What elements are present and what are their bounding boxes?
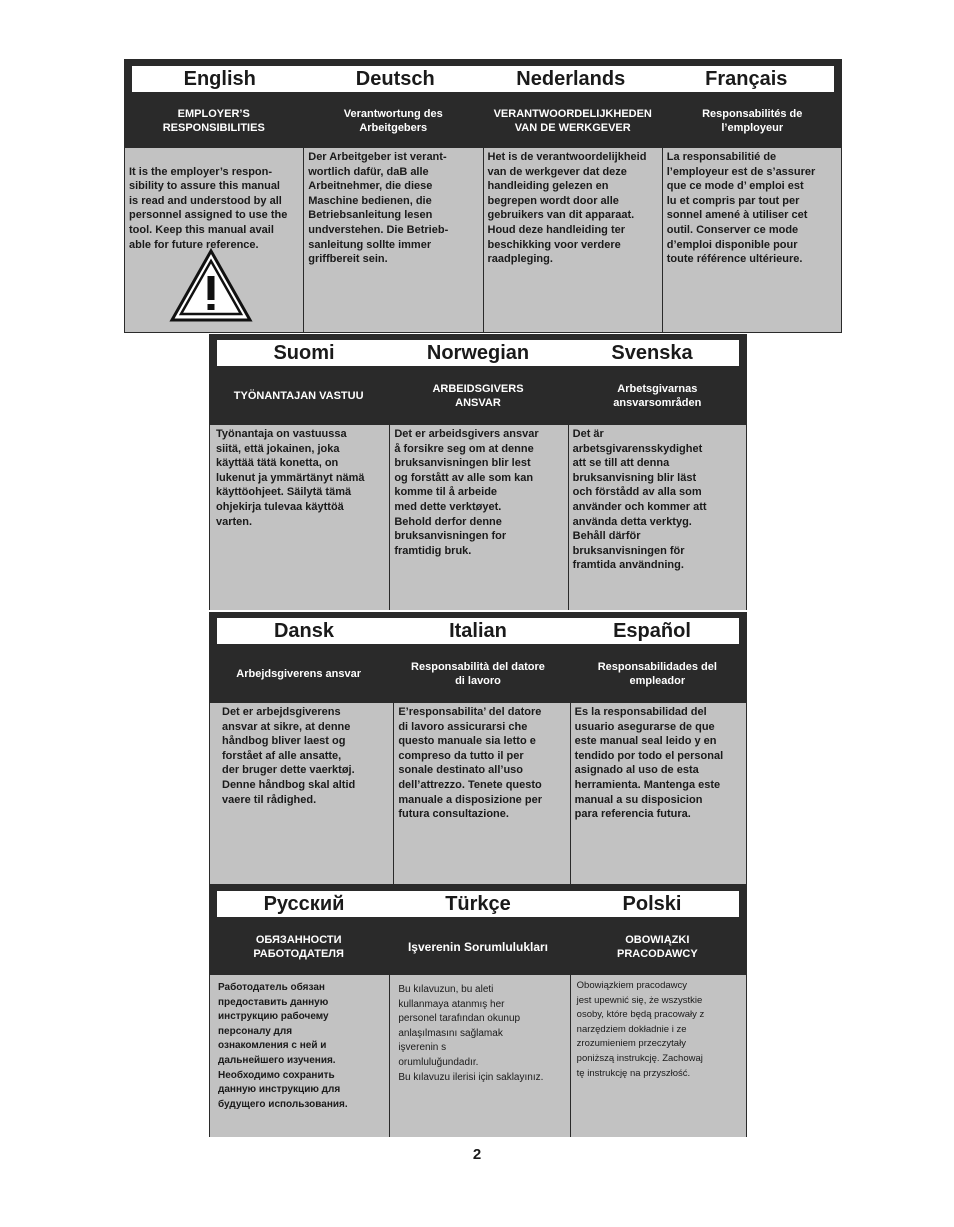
lang-italian: Italian <box>449 620 507 642</box>
section-1 <box>124 59 842 333</box>
text-svenska: Det är arbetsgivarensskydighet att se till att denna bruksanvisning blir läst och förstådd av alla som använder och kommer att använda detta verktyg. Behåll därför bruksanvisningen för framtida användning. <box>569 425 746 610</box>
text-english-cell <box>125 148 304 332</box>
subtitle-dansk: Arbejdsgiverens ansvar <box>236 668 362 680</box>
lang-nederlands: Nederlands <box>516 68 626 90</box>
lang-polish: Polski <box>622 893 682 915</box>
subtitle-russian: ОБЯЗАННОСТИ РАБОТОДАТЕЛЯ <box>253 934 344 960</box>
text-suomi: Työnantaja on vastuussa siitä, että jokainen, joka käyttää tätä konetta, on lukenut ja ymmärtänyt nämä käyttöohjeet. Säilytä tämä ohjekirja tulevaa käyttöä varten. <box>210 425 390 610</box>
lang-norwegian: Norwegian <box>426 342 530 364</box>
lang-dansk: Dansk <box>273 620 335 642</box>
subtitle-polish: OBOWIĄZKI PRACODAWCY <box>616 934 698 960</box>
subtitle-svenska: Arbetsgivarnas ansvarsområden <box>613 383 702 409</box>
text-dansk: Det er arbejdsgiverens ansvar at sikre, at denne håndbog bliver laest og forstået af alle ansatte, der bruger dette vaerktøj. Denne håndbog skal altid vaere til rådighed. <box>210 703 394 884</box>
subtitle-norwegian: ARBEIDSGIVERS ANSVAR <box>432 383 524 409</box>
subtitle-francais: Responsabilités de l’employeur <box>702 108 803 134</box>
lang-svenska: Svenska <box>611 342 693 364</box>
subtitle-italian: Responsabilità del datore di lavoro <box>411 661 545 687</box>
subtitle-row-1 <box>124 95 842 147</box>
text-row-3 <box>210 703 746 884</box>
text-row-4 <box>210 975 746 1137</box>
lang-espanol: Español <box>613 620 691 642</box>
text-espanol: Es la responsabilidad del usuario asegurarse de que este manual seal leido y en tendido por todo el personal asignado al uso de esta herramienta. Mantenga este manual a su disposicion para referencia futura. <box>571 703 746 884</box>
language-header-row-3 <box>217 618 739 644</box>
text-row-1 <box>125 148 841 332</box>
subtitle-turkish: Işverenin Sorumlulukları <box>407 940 549 954</box>
page-number: 2 <box>472 1146 482 1163</box>
text-turkish: Bu kılavuzun, bu aleti kullanmaya atanmış her personel tarafından okunup anlaşılmasını sağlamak işverenin s orumluluğundadır. Bu kılavuzu ilerisi için saklayınız. <box>390 975 570 1137</box>
subtitle-nederlands: VERANTWOORDELIJKHEDEN VAN DE WERKGEVER <box>493 108 652 134</box>
section-4 <box>209 884 747 1137</box>
lang-francais: Français <box>705 68 788 90</box>
lang-english: English <box>183 68 256 90</box>
warning-triangle-icon <box>169 248 253 324</box>
language-header-row-4 <box>217 891 739 917</box>
subtitle-row-3 <box>209 646 747 702</box>
text-francais: La responsabilitié de l’employeur est de s’assurer que ce mode d’ emploi est lu et compris par tout per sonnel amené à utiliser cet outil. Conserver ce mode d’emploi disponible pour toute référence ultérieure. <box>663 148 841 332</box>
text-norwegian: Det er arbeidsgivers ansvar å forsikre seg om at denne bruksanvisningen blir lest og forstått av alle som kan komme til å arbeide med dette verktøyet. Behold derfor denne bruksanvisningen for framtidig bruk. <box>390 425 568 610</box>
language-header-row-1 <box>132 66 834 92</box>
section-2 <box>209 334 747 610</box>
subtitle-espanol: Responsabilidades del empleador <box>597 661 717 687</box>
subtitle-suomi: TYÖNANTAJAN VASTUU <box>233 390 364 402</box>
text-row-2 <box>210 425 746 610</box>
lang-russian: Русский <box>263 893 345 915</box>
language-header-row-2 <box>217 340 739 366</box>
text-polish: Obowiązkiem pracodawcy jest upewnić się, że wszystkie osoby, które będą pracowały z narzędziem dokładnie i ze zrozumieniem przeczytały poniższą instrukcję. Zachowaj tę instrukcję na przyszłość. <box>571 975 746 1137</box>
text-nederlands: Het is de verantwoordelijkheid van de werkgever dat deze handleiding gelezen en begrepen wordt door alle gebruikers van dit apparaat. Houd deze handleiding ter beschikking voor verdere raadpleging. <box>484 148 663 332</box>
lang-suomi: Suomi <box>273 342 335 364</box>
subtitle-row-2 <box>209 368 747 424</box>
lang-deutsch: Deutsch <box>355 68 435 90</box>
subtitle-deutsch: Verantwortung des Arbeitgebers <box>343 108 443 134</box>
lang-turkish: Türkçe <box>445 893 511 915</box>
text-english: It is the employer’s respon- sibility to assure this manual is read and understood by all personnel assigned to use the tool. Keep this manual avail able for future reference. <box>129 165 288 251</box>
text-italian: E’responsabilita’ del datore di lavoro assicurarsi che questo manuale sia letto e compreso da tutto il per sonale destinato all’uso dell’attrezzo. Tenete questo manuale a disposizione per futura consultazione. <box>394 703 570 884</box>
subtitle-row-4 <box>209 920 747 974</box>
section-3 <box>209 612 747 884</box>
text-russian: Работодатель обязан предоставить данную инструкцию рабочему персоналу для ознакомления с ней и дальнейшего изучения. Необходимо сохранить данную инструкцию для будущего использования. <box>210 975 390 1137</box>
text-deutsch: Der Arbeitgeber ist verant- wortlich dafür, daB alle Arbeitnehmer, die diese Maschine bedienen, die Betriebsanleitung lesen undverstehen. Die Betrieb- sanleitung sollte immer griffbereit sein. <box>304 148 483 332</box>
subtitle-english: EMPLOYER’S RESPONSIBILITIES <box>162 108 265 134</box>
